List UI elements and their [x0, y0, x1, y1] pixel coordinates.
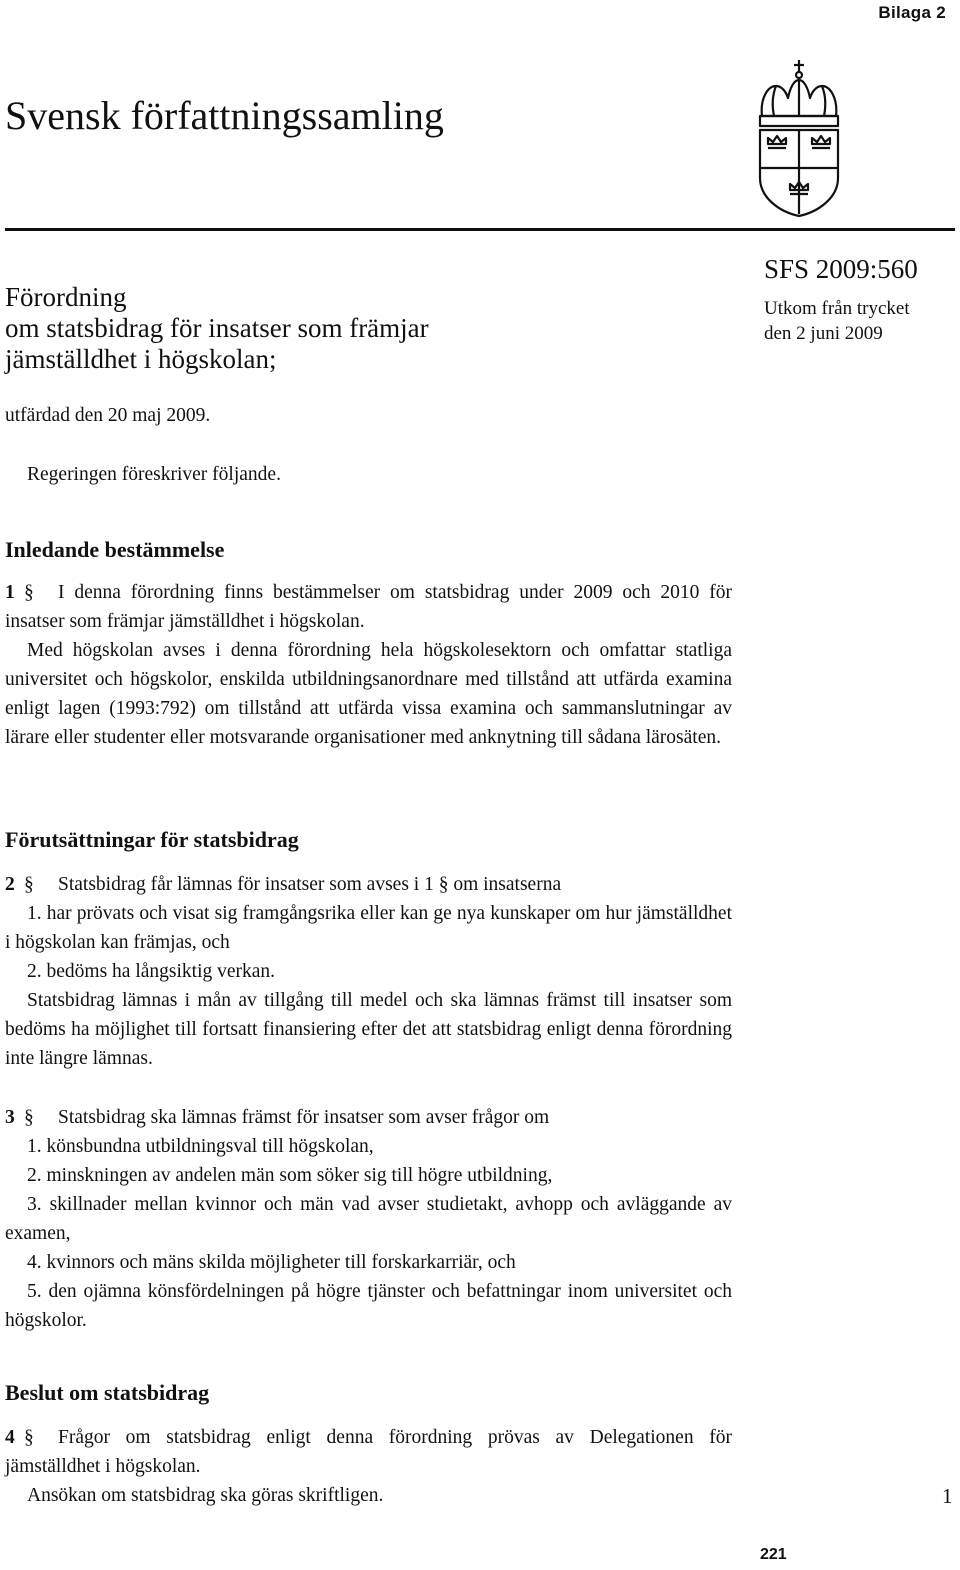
- section-4-text: Frågor om statsbidrag enligt denna förordning prövas av Delegationen för jämställdhet i högskolan.: [5, 1427, 732, 1477]
- publication-date: [764, 296, 910, 346]
- section-3-text: Statsbidrag ska lämnas främst för insatser som avser frågor om: [58, 1107, 550, 1128]
- attachment-label: Bilaga 2: [878, 3, 946, 22]
- section-symbol: §: [24, 582, 34, 603]
- folio-number: 221: [760, 1546, 787, 1563]
- section-2-text: Statsbidrag får lämnas för insatser som avses i 1 § om insatserna: [58, 874, 562, 895]
- publication-title: Svensk författningssamling: [5, 93, 444, 138]
- list-item: 1. har prövats och visat sig framgångsrika eller kan ge nya kunskaper om hur jämställdhet i högskolan kan främjas, och: [5, 903, 732, 953]
- section-number-1: 1: [5, 582, 15, 603]
- section-1: [5, 578, 732, 752]
- heading-line-1: Förordning: [5, 282, 127, 312]
- section-1-paragraph-2: Med högskolan avses i denna förordning hela högskolesektorn och omfattar statliga universitet och högskolor, enskilda utbildningsanordnare med tillstånd att utfärda examina enligt lagen (1993:792) om tillstånd att utfärda vissa examina och sammanslutningar av lärare eller studenter eller motsvarande organisationer med anknytning till sådana lärosäten.: [5, 640, 732, 748]
- header-divider: [5, 228, 955, 231]
- section-2-paragraph-2: Statsbidrag lämnas i mån av tillgång till medel och ska lämnas främst till insatser som bedöms ha möjlighet till fortsatt finansiering efter det att statsbidrag enligt denna förordning inte längre lämnas.: [5, 990, 732, 1069]
- section-heading-1: Inledande bestämmelse: [5, 537, 225, 562]
- list-item: 3. skillnader mellan kvinnor och män vad avser studietakt, avhopp och avläggande av examen,: [5, 1194, 732, 1244]
- section-2: [5, 870, 732, 1073]
- section-3: [5, 1103, 732, 1335]
- swedish-coat-of-arms-icon: [752, 58, 846, 218]
- preamble: [5, 460, 732, 489]
- section-4: [5, 1423, 732, 1510]
- list-item: 2. bedöms ha långsiktig verkan.: [27, 961, 276, 982]
- document-heading: [5, 282, 429, 375]
- section-symbol: §: [24, 1427, 34, 1448]
- section-1-text: I denna förordning finns bestämmelser om statsbidrag under 2009 och 2010 för insatser som främjar jämställdhet i högskolan.: [5, 582, 732, 632]
- section-number-2: 2: [5, 874, 15, 895]
- section-number-4: 4: [5, 1427, 15, 1448]
- section-symbol: §: [24, 874, 34, 895]
- section-symbol: §: [24, 1107, 34, 1128]
- section-heading-2: Förutsättningar för statsbidrag: [5, 827, 299, 852]
- heading-line-2: om statsbidrag för insatser som främjar: [5, 313, 429, 343]
- list-item: 5. den ojämna könsfördelningen på högre tjänster och befattningar inom universitet och högskolor.: [5, 1281, 732, 1331]
- list-item: 1. könsbundna utbildningsval till högskolan,: [27, 1136, 374, 1157]
- page-number: 1: [942, 1484, 953, 1508]
- published-line-1: Utkom från trycket: [764, 298, 910, 319]
- list-item: 2. minskningen av andelen män som söker sig till högre utbildning,: [27, 1165, 553, 1186]
- sfs-number: SFS 2009:560: [764, 254, 918, 284]
- issued-date: utfärdad den 20 maj 2009.: [5, 405, 211, 426]
- heading-line-3: jämställdhet i högskolan;: [5, 344, 277, 374]
- published-line-2: den 2 juni 2009: [764, 323, 883, 344]
- preamble-text: Regeringen föreskriver följande.: [27, 464, 281, 485]
- list-item: 4. kvinnors och mäns skilda möjligheter till forskarkarriär, och: [27, 1252, 516, 1273]
- section-number-3: 3: [5, 1107, 15, 1128]
- section-4-paragraph-2: Ansökan om statsbidrag ska göras skriftligen.: [27, 1485, 384, 1506]
- section-heading-4: Beslut om statsbidrag: [5, 1380, 210, 1405]
